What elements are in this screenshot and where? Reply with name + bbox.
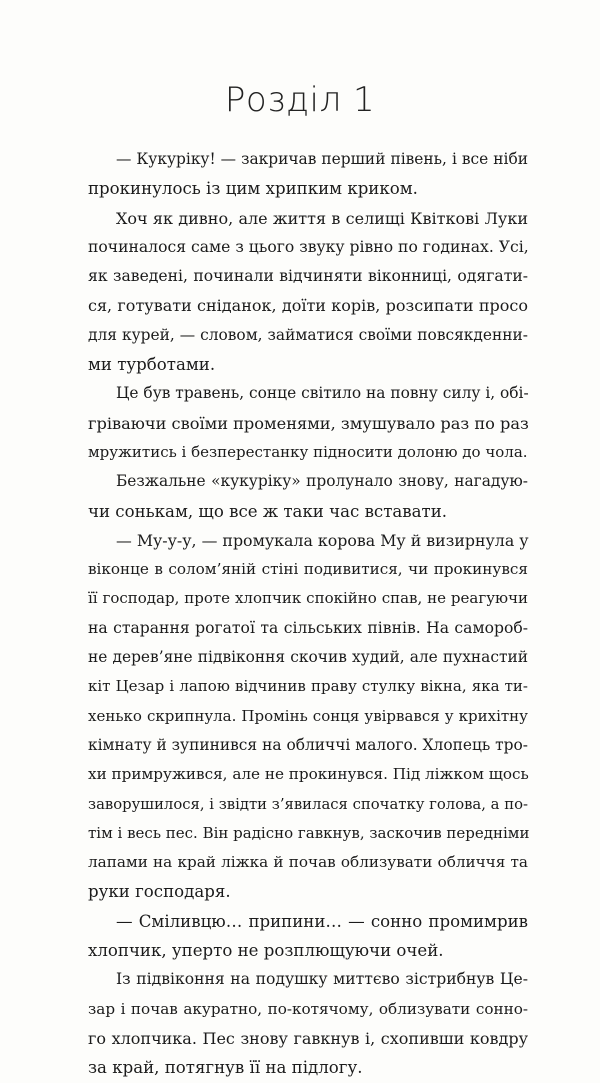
text-line: її господар, проте хлопчик спокійно спав, не реагуючи xyxy=(88,589,528,608)
text-line: го хлопчика. Пес знову гавкнув і, схопивши ковдру xyxy=(88,1028,528,1048)
text-line: тім і весь пес. Він радісно гавкнув, заскочив передніми xyxy=(88,823,530,842)
text-line: хлопчик, уперто не розплющуючи очей. xyxy=(88,941,444,961)
text-line: зар і почав акуратно, по-котячому, облизувати сонно- xyxy=(88,999,528,1018)
chapter-title: Розділ 1 xyxy=(224,80,376,120)
text-line: Із підвіконня на подушку миттєво зістрибнув Це- xyxy=(116,970,528,989)
chapter-text xyxy=(88,145,528,1083)
text-line: — Сміливцю… припини… — сонно промимрив xyxy=(116,911,528,931)
text-line: хенько скрипнула. Промінь сонця увірвався у крихітну xyxy=(88,706,528,725)
text-line: хи примружився, але не прокинувся. Під ліжком щось xyxy=(88,765,529,784)
text-line: прокинулось із цим хрипким криком. xyxy=(88,179,418,199)
text-line: Безжальне «кукуріку» пролунало знову, нагадую- xyxy=(116,472,528,491)
text-line: починалося саме з цього звуку рівно по годинах. Усі, xyxy=(88,237,529,256)
text-line: мружитись і безперестанку підносити долоню до чола. xyxy=(88,442,528,461)
text-line: ся, готувати сніданок, доїти корів, розсипати просо xyxy=(88,296,528,316)
text-line: кімнату й зупинився на обличчі малого. Хлопець тро- xyxy=(88,735,528,754)
text-line: Хоч як дивно, але життя в селищі Квіткові Луки xyxy=(116,208,528,228)
text-line: Це був травень, сонце світило на повну силу і, обі- xyxy=(116,384,529,403)
text-line: за край, потягнув її на підлогу. xyxy=(88,1058,363,1078)
text-line: заворушилося, і звідти з’явилася спочатку голова, а по- xyxy=(88,795,528,813)
text-line: — Му-у-у, — промукала корова Му й визирнула у xyxy=(116,530,529,550)
text-line: гріваючи своїми променями, змушувало раз по раз xyxy=(88,413,529,433)
text-line: віконце в солом’яній стіні подивитися, чи прокинувся xyxy=(88,560,528,579)
text-line: як заведені, починали відчиняти віконниці, одягати- xyxy=(88,267,528,286)
text-line: на старання рогатої та сільських півнів. На самороб- xyxy=(88,618,528,637)
text-line: кіт Цезар і лапою відчинив праву стулку вікна, яка ти- xyxy=(88,677,528,696)
text-line: — Кукуріку! — закричав перший півень, і все ніби xyxy=(116,150,528,168)
text-line: чи сонькам, що все ж таки час вставати. xyxy=(88,501,448,521)
text-line: лапами на край ліжка й почав облизувати обличчя та xyxy=(88,853,528,872)
text-line: руки господаря. xyxy=(88,882,231,902)
text-line: для курей, — словом, займатися своїми повсякденни- xyxy=(88,325,528,344)
text-line: ми турботами. xyxy=(88,355,216,375)
text-line: не дерев’яне підвіконня скочив худий, але пухнастий xyxy=(88,648,528,667)
